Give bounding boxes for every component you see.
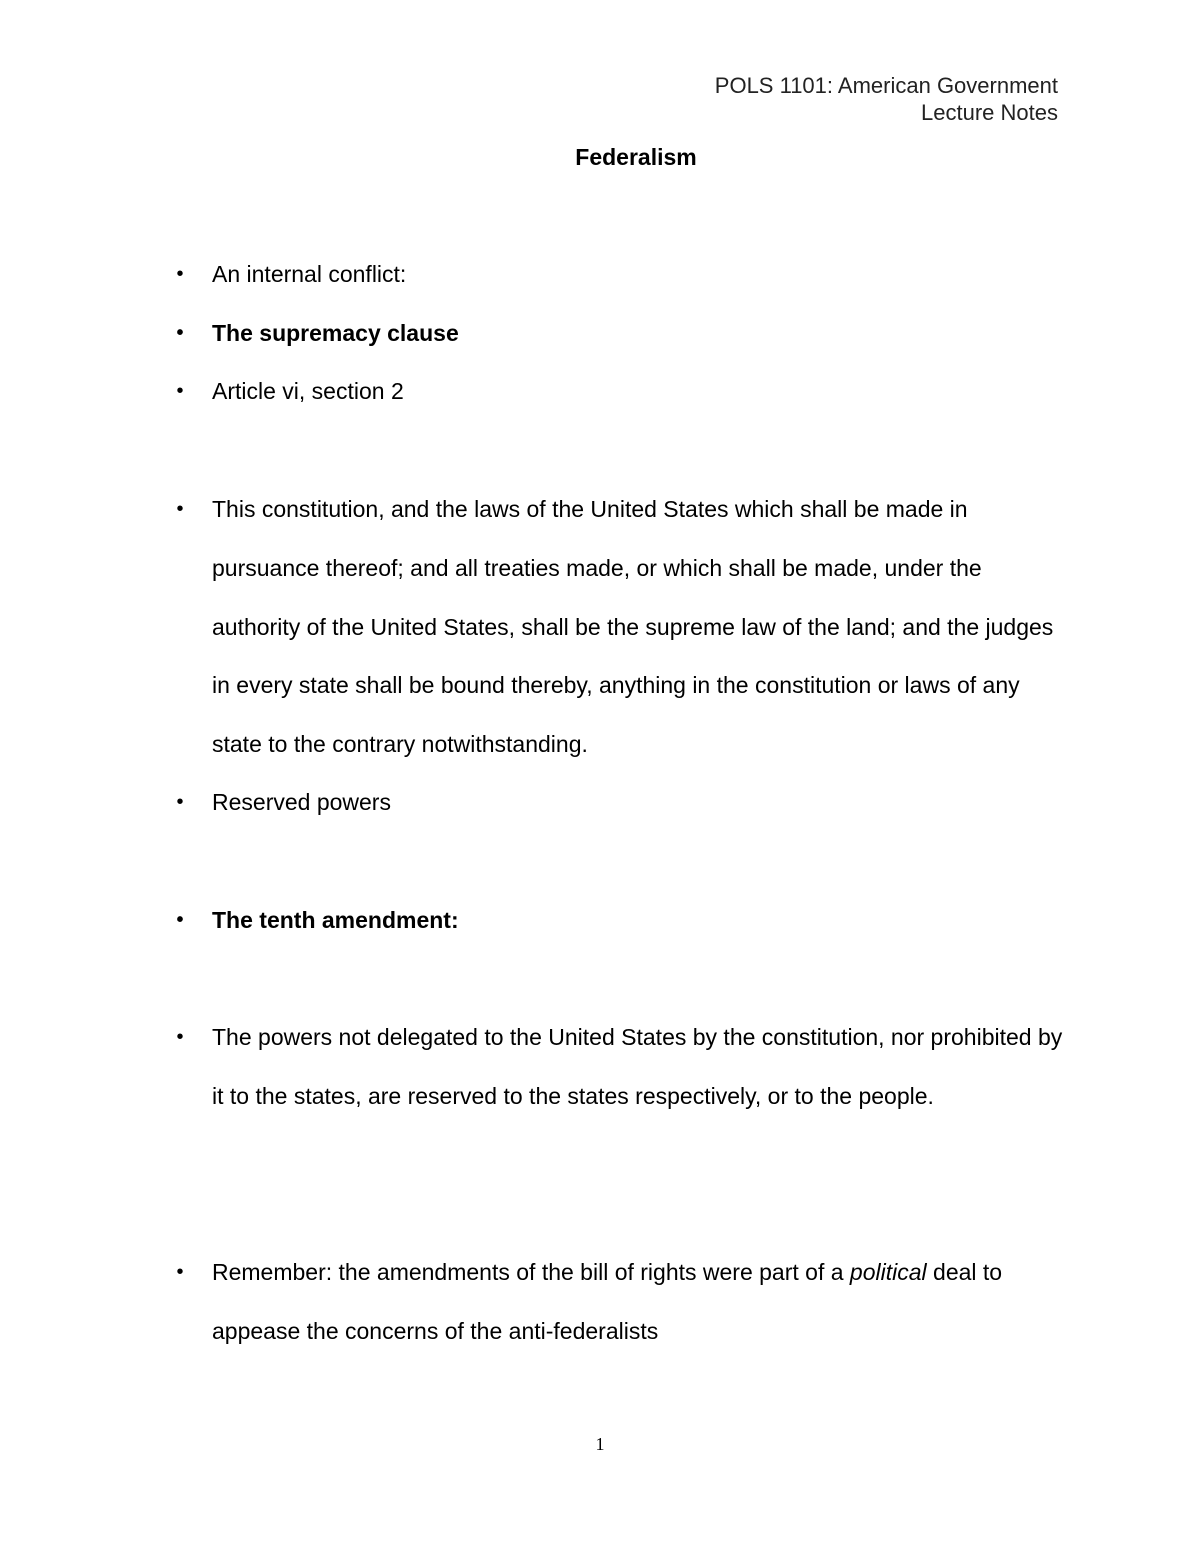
list-item-supremacy-text [176, 480, 1072, 774]
emphasized-word: political [849, 1259, 927, 1285]
bullet-icon: • [176, 322, 184, 344]
course-title: POLS 1101: American Government [714, 73, 1058, 98]
bullet-icon: • [176, 1261, 184, 1283]
list-item-remember [176, 1243, 1072, 1361]
bullet-icon: • [176, 263, 184, 285]
list-item-internal-conflict [176, 245, 1072, 304]
list-item-supremacy-clause [176, 304, 1072, 363]
bullet-icon: • [176, 498, 184, 520]
page-number: 1 [595, 1434, 605, 1454]
list-item-text: Article vi, section 2 [212, 378, 404, 404]
list-item-tenth-amendment-text [176, 1008, 1072, 1126]
bullet-icon: • [176, 791, 184, 813]
list-item-tenth-amendment [176, 891, 1072, 950]
list-item-text: An internal conflict: [212, 261, 407, 287]
list-item-text: The powers not delegated to the United States by the constitution, nor prohibited by it to the states, are reserved to the states respectively, or to the people. [212, 1024, 1063, 1109]
bullet-icon: • [176, 380, 184, 402]
bullet-icon: • [176, 1026, 184, 1048]
list-item-text: Reserved powers [212, 789, 391, 815]
list-item-text: This constitution, and the laws of the United States which shall be made in pursuance thereof; and all treaties made, or which shall be made, under the authority of the United States, shall be the supreme law of the land; and the judges in every state shall be bound thereby, anything in the constitution or laws of any state to the contrary notwithstanding. [212, 496, 1054, 758]
list-item-text: The supremacy clause [212, 320, 459, 346]
document-type: Lecture Notes [921, 100, 1058, 125]
list-item-reserved-powers [176, 773, 1072, 832]
text-before-emphasis: Remember: the amendments of the bill of rights were part of a [212, 1259, 850, 1285]
page-title: Federalism [575, 144, 697, 170]
list-item-text: The tenth amendment: [212, 907, 459, 933]
list-item-article-vi [176, 362, 1072, 421]
page-header [715, 72, 1058, 126]
list-item-text [212, 1259, 1002, 1344]
text-after-emphasis: deal to appease the concerns of the anti-federalists [212, 1259, 1003, 1344]
bullet-icon: • [176, 909, 184, 931]
